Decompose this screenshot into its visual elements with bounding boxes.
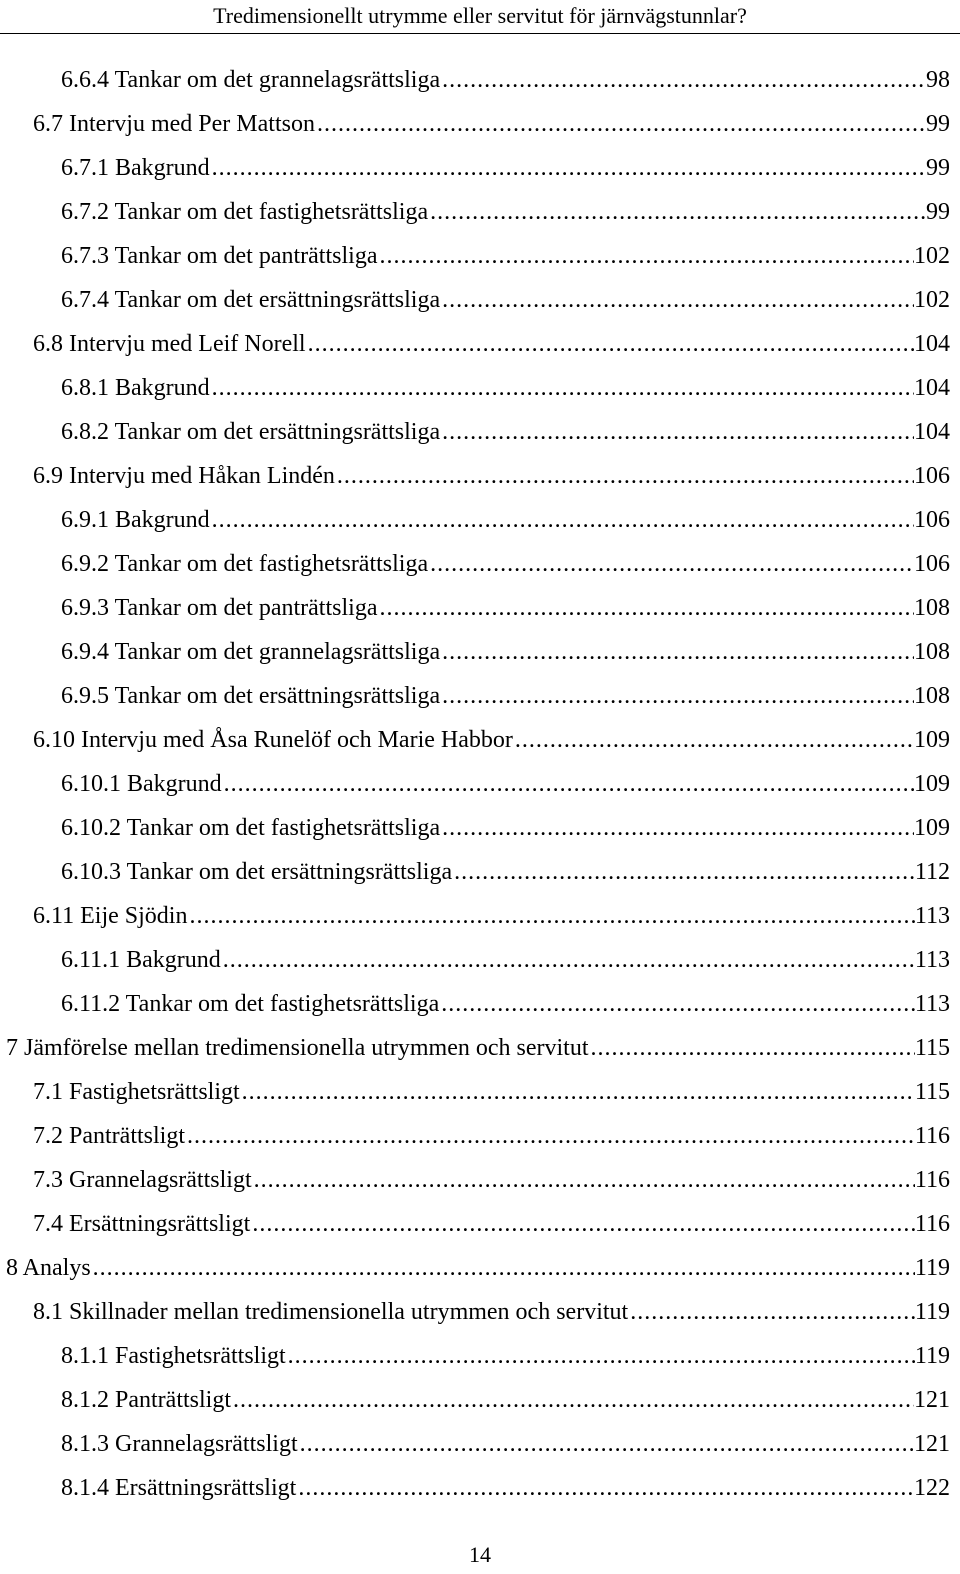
toc-dot-leader — [185, 1114, 915, 1158]
toc-dot-leader — [252, 1158, 915, 1202]
header-title: Tredimensionellt utrymme eller servitut för järnvägstunnlar? — [213, 3, 747, 28]
toc-dot-leader — [298, 1422, 914, 1466]
toc-entry-page: 116 — [914, 1123, 950, 1149]
toc-entry[interactable] — [0, 894, 960, 938]
toc-entry-page: 99 — [926, 155, 950, 181]
toc-entry-page: 119 — [914, 1255, 950, 1281]
toc-dot-leader — [210, 498, 914, 542]
toc-dot-leader — [221, 938, 915, 982]
toc-dot-leader — [231, 1378, 914, 1422]
toc-entry-page: 106 — [914, 551, 950, 577]
toc-entry-label: 6.7.2 Tankar om det fastighetsrättsliga — [61, 199, 429, 225]
running-header — [0, 0, 960, 34]
toc-entry[interactable] — [0, 850, 960, 894]
toc-dot-leader — [440, 630, 914, 674]
toc-entry[interactable] — [0, 982, 960, 1026]
toc-entry[interactable] — [0, 1246, 960, 1290]
toc-dot-leader — [377, 234, 914, 278]
toc-entry-page: 116 — [914, 1167, 950, 1193]
toc-dot-leader — [452, 850, 915, 894]
toc-entry-page: 108 — [914, 683, 950, 709]
toc-dot-leader — [210, 366, 914, 410]
toc-entry-label: 6.7.1 Bakgrund — [61, 155, 210, 181]
toc-dot-leader — [286, 1334, 915, 1378]
toc-entry-page: 104 — [914, 419, 950, 445]
table-of-contents — [0, 58, 960, 1510]
toc-entry-label: 7.4 Ersättningsrättsligt — [33, 1211, 251, 1237]
toc-entry-label: 6.10.1 Bakgrund — [61, 771, 222, 797]
toc-dot-leader — [439, 982, 915, 1026]
toc-entry[interactable] — [0, 146, 960, 190]
toc-entry-label: 6.9.2 Tankar om det fastighetsrättsliga — [61, 551, 429, 577]
toc-entry-page: 115 — [914, 1079, 950, 1105]
toc-entry-page: 104 — [914, 375, 950, 401]
toc-entry[interactable] — [0, 322, 960, 366]
toc-entry-page: 121 — [914, 1431, 950, 1457]
toc-entry[interactable] — [0, 1158, 960, 1202]
toc-dot-leader — [240, 1070, 915, 1114]
toc-entry-page: 108 — [914, 595, 950, 621]
toc-entry-label: 6.10 Intervju med Åsa Runelöf och Marie Habbor — [33, 727, 513, 753]
toc-entry[interactable] — [0, 1202, 960, 1246]
toc-entry-page: 113 — [914, 947, 950, 973]
toc-entry-page: 108 — [914, 639, 950, 665]
toc-entry[interactable] — [0, 542, 960, 586]
toc-entry-page: 115 — [914, 1035, 950, 1061]
toc-entry-label: 6.8.1 Bakgrund — [61, 375, 210, 401]
toc-entry-page: 102 — [914, 287, 950, 313]
toc-dot-leader — [187, 894, 914, 938]
toc-entry[interactable] — [0, 630, 960, 674]
toc-dot-leader — [440, 410, 914, 454]
toc-dot-leader — [377, 586, 914, 630]
toc-entry-label: 6.7.4 Tankar om det ersättningsrättsliga — [61, 287, 441, 313]
toc-entry[interactable] — [0, 498, 960, 542]
toc-entry-label: 6.9.4 Tankar om det grannelagsrättsliga — [61, 639, 441, 665]
toc-entry[interactable] — [0, 718, 960, 762]
toc-entry[interactable] — [0, 366, 960, 410]
toc-dot-leader — [335, 454, 914, 498]
toc-entry-label: 6.9.3 Tankar om det panträttsliga — [61, 595, 378, 621]
toc-entry[interactable] — [0, 190, 960, 234]
toc-entry-page: 109 — [914, 815, 950, 841]
toc-entry[interactable] — [0, 1378, 960, 1422]
toc-dot-leader — [440, 674, 914, 718]
toc-dot-leader — [222, 762, 914, 806]
toc-entry-page: 98 — [926, 67, 950, 93]
toc-entry[interactable] — [0, 454, 960, 498]
toc-entry-page: 109 — [914, 727, 950, 753]
toc-entry-page: 102 — [914, 243, 950, 269]
toc-entry-label: 7.3 Grannelagsrättsligt — [33, 1167, 252, 1193]
toc-entry-label: 6.9.5 Tankar om det ersättningsrättsliga — [61, 683, 441, 709]
toc-entry[interactable] — [0, 938, 960, 982]
toc-entry-label: 6.10.3 Tankar om det ersättningsrättsliga — [61, 859, 453, 885]
toc-entry-label: 6.9 Intervju med Håkan Lindén — [33, 463, 335, 489]
toc-entry-label: 6.11 Eije Sjödin — [33, 903, 188, 929]
toc-entry[interactable] — [0, 762, 960, 806]
toc-dot-leader — [440, 58, 926, 102]
toc-entry-page: 112 — [914, 859, 950, 885]
toc-entry-page: 116 — [914, 1211, 950, 1237]
toc-dot-leader — [315, 102, 926, 146]
toc-dot-leader — [513, 718, 914, 762]
toc-entry-page: 106 — [914, 463, 950, 489]
toc-entry-label: 7.2 Panträttsligt — [33, 1123, 185, 1149]
toc-dot-leader — [296, 1466, 914, 1510]
toc-dot-leader — [440, 806, 914, 850]
toc-entry-label: 7 Jämförelse mellan tredimensionella utrymmen och servitut — [6, 1035, 589, 1061]
toc-entry-label: 6.9.1 Bakgrund — [61, 507, 210, 533]
toc-entry[interactable] — [0, 234, 960, 278]
toc-entry[interactable] — [0, 58, 960, 102]
toc-entry[interactable] — [0, 1114, 960, 1158]
toc-entry[interactable] — [0, 586, 960, 630]
toc-entry-label: 7.1 Fastighetsrättsligt — [33, 1079, 240, 1105]
toc-entry-label: 8.1.1 Fastighetsrättsligt — [61, 1343, 286, 1369]
toc-dot-leader — [250, 1202, 915, 1246]
toc-entry-page: 113 — [914, 991, 950, 1017]
toc-entry-page: 109 — [914, 771, 950, 797]
page-number: 14 — [469, 1542, 491, 1567]
toc-entry-page: 119 — [914, 1343, 950, 1369]
toc-entry-label: 6.10.2 Tankar om det fastighetsrättsliga — [61, 815, 441, 841]
toc-entry[interactable] — [0, 410, 960, 454]
toc-entry[interactable] — [0, 278, 960, 322]
toc-entry-label: 8.1 Skillnader mellan tredimensionella utrymmen och servitut — [33, 1299, 629, 1325]
toc-entry-label: 6.6.4 Tankar om det grannelagsrättsliga — [61, 67, 441, 93]
toc-dot-leader — [589, 1026, 915, 1070]
toc-dot-leader — [428, 542, 914, 586]
toc-entry-page: 121 — [914, 1387, 950, 1413]
toc-dot-leader — [306, 322, 914, 366]
toc-entry-label: 8.1.4 Ersättningsrättsligt — [61, 1475, 297, 1501]
toc-entry-page: 122 — [914, 1475, 950, 1501]
toc-dot-leader — [91, 1246, 915, 1290]
toc-entry[interactable] — [0, 1334, 960, 1378]
toc-entry-label: 6.7 Intervju med Per Mattson — [33, 111, 315, 137]
toc-dot-leader — [428, 190, 926, 234]
toc-entry[interactable] — [0, 102, 960, 146]
toc-entry-page: 99 — [926, 111, 950, 137]
toc-entry-label: 6.8.2 Tankar om det ersättningsrättsliga — [61, 419, 441, 445]
toc-entry-page: 99 — [926, 199, 950, 225]
toc-entry-label: 6.11.2 Tankar om det fastighetsrättsliga — [61, 991, 440, 1017]
toc-entry-page: 119 — [914, 1299, 950, 1325]
toc-dot-leader — [628, 1290, 915, 1334]
toc-entry-page: 106 — [914, 507, 950, 533]
toc-entry[interactable] — [0, 1290, 960, 1334]
toc-entry-page: 104 — [914, 331, 950, 357]
toc-entry[interactable] — [0, 1422, 960, 1466]
toc-dot-leader — [210, 146, 926, 190]
toc-entry[interactable] — [0, 1070, 960, 1114]
toc-entry-label: 6.11.1 Bakgrund — [61, 947, 221, 973]
toc-entry[interactable] — [0, 1026, 960, 1070]
toc-entry-label: 8.1.2 Panträttsligt — [61, 1387, 231, 1413]
toc-entry[interactable] — [0, 674, 960, 718]
toc-entry[interactable] — [0, 1466, 960, 1510]
toc-entry-label: 8 Analys — [6, 1255, 91, 1281]
toc-entry-page: 113 — [914, 903, 950, 929]
toc-entry-label: 6.8 Intervju med Leif Norell — [33, 331, 306, 357]
toc-dot-leader — [440, 278, 914, 322]
toc-entry-label: 8.1.3 Grannelagsrättsligt — [61, 1431, 298, 1457]
toc-entry[interactable] — [0, 806, 960, 850]
toc-entry-label: 6.7.3 Tankar om det panträttsliga — [61, 243, 378, 269]
